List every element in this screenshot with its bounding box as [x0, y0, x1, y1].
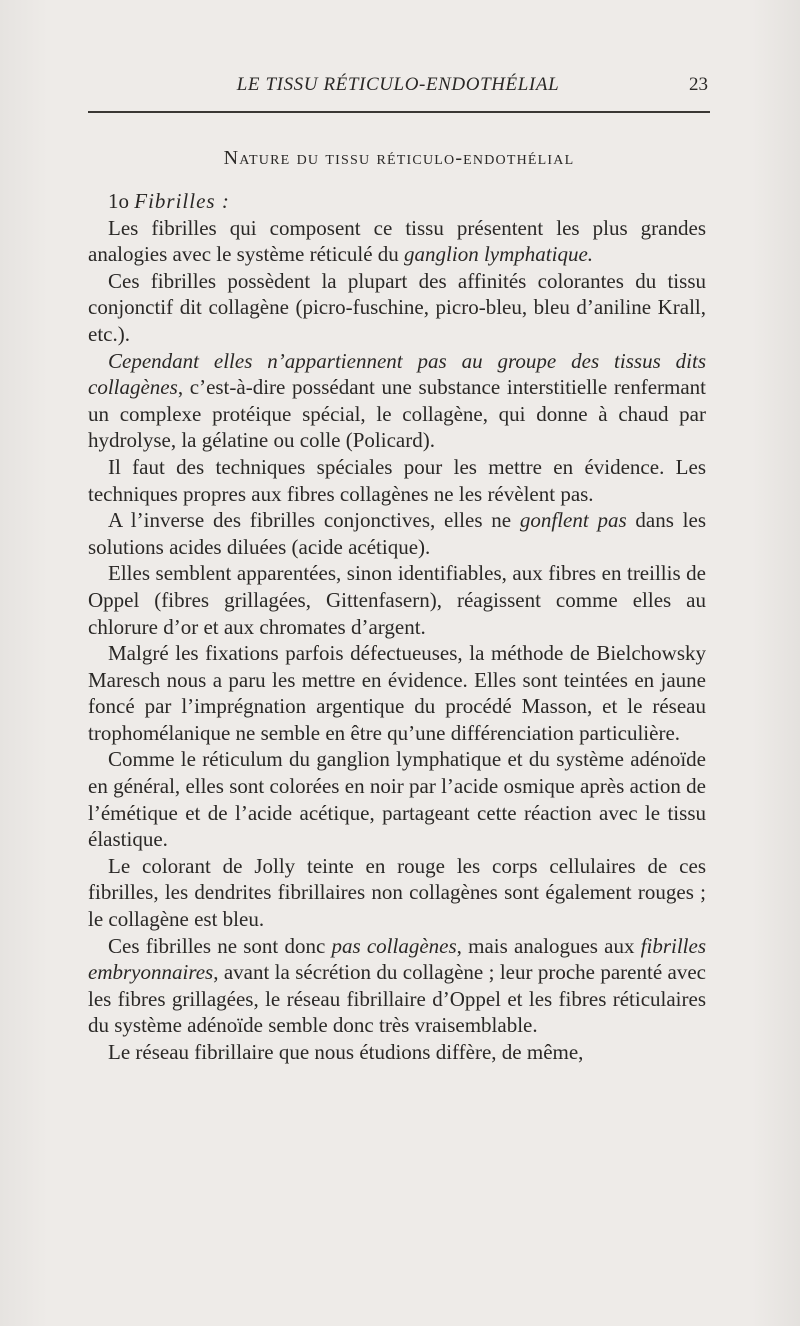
text-run: dans les solutions acides diluées (acide acétique).	[88, 508, 706, 559]
italic-run: Cependant elles n’appartiennent pas au groupe des tissus dits collagènes	[88, 348, 706, 400]
subsection-heading	[88, 188, 706, 215]
text-run: Le réseau fibrillaire que nous étudions diffère, de même,	[108, 1040, 584, 1064]
text-run: Elles semblent apparentées, sinon identifiables, aux fibres en treillis de Oppel (fibres grillagées, Gittenfasern), réagissent comme elles au chlorure d’or et aux chromates d’argent.	[88, 561, 706, 639]
paragraph-5	[88, 507, 706, 560]
paragraph-8	[88, 746, 706, 852]
text-run: Les fibrilles qui composent ce tissu présentent les plus grandes analogies avec le système réticulé du	[88, 215, 706, 267]
running-title: LE TISSU RÉTICULO-ENDOTHÉLIAL	[236, 74, 560, 95]
paragraph-2	[88, 268, 706, 348]
text-run: , mais analogues aux	[456, 933, 641, 958]
paragraph-10	[88, 933, 706, 1039]
text-run: Il faut des techniques spéciales pour les mettre en évidence. Les techniques propres aux fibres collagènes ne les révèlent pas.	[88, 454, 706, 506]
paragraph-7	[88, 640, 706, 746]
italic-run: ganglion lymphatique.	[404, 242, 594, 267]
italic-run: gonflent pas	[519, 508, 627, 533]
section-heading: Nature du tissu réticulo-endothélial	[223, 147, 575, 169]
paragraph-11	[88, 1039, 706, 1066]
paragraph-6	[88, 560, 706, 640]
header-rule	[88, 111, 710, 113]
text-run: Ces fibrilles possèdent la plupart des affinités colorantes du tissu conjonctif dit collagène (picro-fuschine, picro-bleu, bleu d’aniline Krall, etc.).	[88, 268, 706, 346]
subsection-number: 1o	[108, 189, 129, 213]
text-run: Le colorant de Jolly teinte en rouge les corps cellulaires de ces fibrilles, les dendrites fibrillaires non collagènes sont également rouges ; le collagène est bleu.	[88, 853, 706, 932]
paragraph-1	[88, 215, 706, 268]
text-run: , c’est-à-dire possédant une substance interstitielle renfermant un complexe protéique spécial, le collagène, qui donne à chaud par hydrolyse, la gélatine ou colle (Policard).	[88, 375, 706, 453]
text-run: , avant la sécrétion du collagène ; leur proche parenté avec les fibres grillagées, le réseau fibrillaire d’Oppel et les fibres réticulaires du système adénoïde semble donc très vraisemblable.	[88, 960, 706, 1038]
paragraph-4	[88, 454, 706, 507]
subsection-title: Fibrilles :	[134, 189, 230, 213]
running-head	[88, 74, 708, 104]
paragraph-9	[88, 853, 706, 933]
page-number: 23	[689, 74, 708, 95]
italic-run: pas collagènes	[331, 933, 457, 958]
text-run: A l’inverse des fibrilles conjonctives, elles ne	[108, 508, 520, 533]
paragraph-3	[88, 348, 706, 454]
italic-run: fibrilles embryonnaires	[88, 933, 707, 985]
text-run: Comme le réticulum du ganglion lymphatique et du système adénoïde en général, elles sont colorées en noir par l’acide osmique après action de l’émétique et de l’acide acétique, partageant cette réaction avec le tissu élastique.	[88, 747, 706, 852]
text-run: Ces fibrilles ne sont donc	[108, 933, 332, 958]
text-run: Malgré les fixations parfois défectueuses, la méthode de Bielchowsky Maresch nous a paru les mettre en évidence. Elles sont teintées en jaune foncé par l’imprégnation argentique du procédé Masson, et le réseau trophomélanique ne semble en être qu’une différenciation particulière.	[88, 641, 706, 745]
body-text	[88, 188, 706, 1066]
